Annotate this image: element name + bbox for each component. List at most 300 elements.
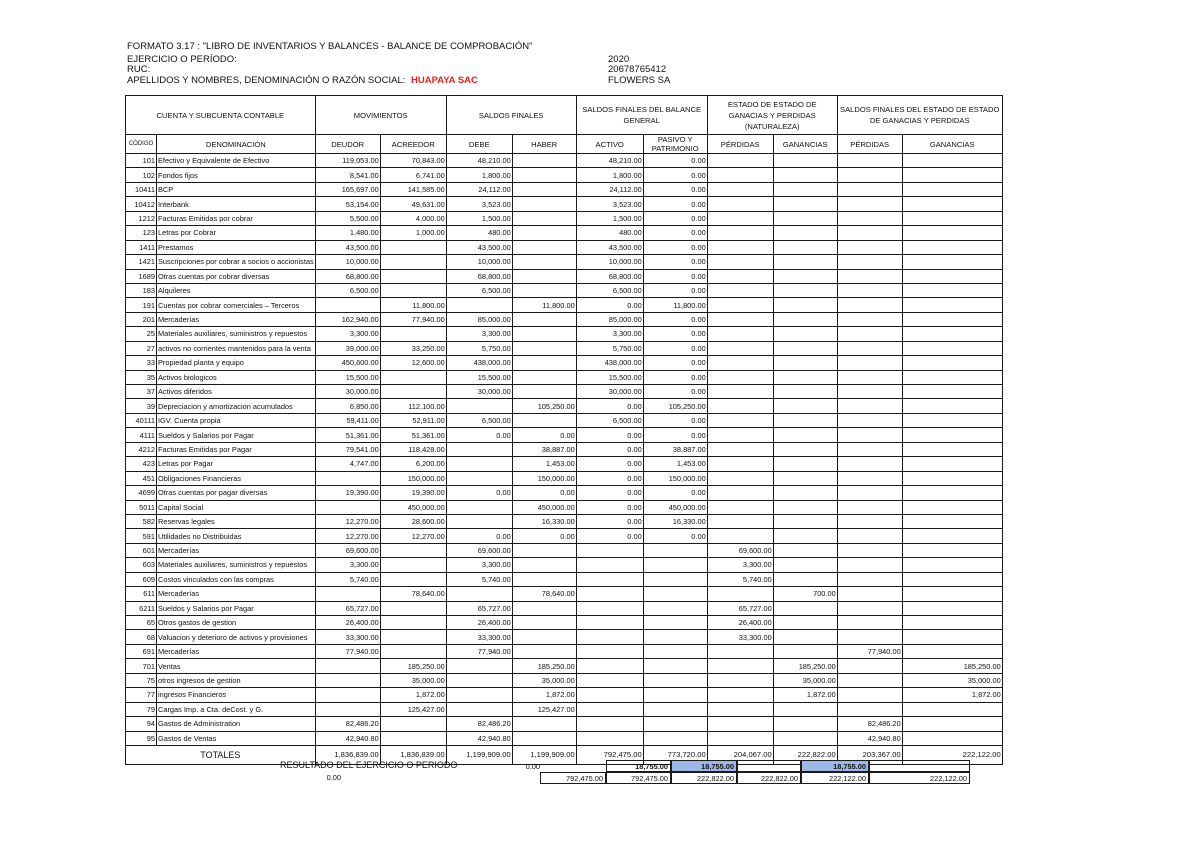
cell-denominacion: otros ingresos de gestion [157,673,316,687]
cell-debe: 0.00 [446,486,512,500]
cell-acreedor: 1,000.00 [380,226,446,240]
cell-ganancias-2 [902,514,1002,528]
cell-acreedor [380,327,446,341]
cell-codigo: 191 [126,298,157,312]
cell-perdidas-1: 69,600.00 [707,543,773,557]
cell-debe [446,659,512,673]
cell-deudor: 3,300.00 [315,558,380,572]
cell-debe: 48,210.00 [446,154,512,168]
cell-denominacion: Materiales auxiliares, suministros y repuestos [157,558,316,572]
cell-acreedor: 33,250.00 [380,341,446,355]
cell-ganancias-1 [773,702,837,716]
col-perdidas-2: PÉRDIDAS [837,135,902,154]
cell-ganancias-1 [773,154,837,168]
cell-deudor: 162,940.00 [315,312,380,326]
cell-activo: 0.00 [576,399,643,413]
resultado-label: RESULTADO DEL EJERCICIO O PERIODO [280,760,458,770]
cell-haber [512,601,576,615]
cell-ganancias-1 [773,644,837,658]
cell-pasivo [643,717,707,731]
table-row [126,601,1003,615]
cell-deudor [315,702,380,716]
cell-ganancias-2 [902,341,1002,355]
cell-perdidas-2 [837,399,902,413]
cell-ganancias-2 [902,312,1002,326]
cell-perdidas-1: 65,727.00 [707,601,773,615]
cell-ganancias-2 [902,413,1002,427]
cell-pasivo: 105,250.00 [643,399,707,413]
cell-codigo: 611 [126,587,157,601]
cell-perdidas-2 [837,688,902,702]
cell-acreedor: 118,428.00 [380,442,446,456]
cell-activo: 15,500.00 [576,370,643,384]
cell-debe: 33,300.00 [446,630,512,644]
cell-ganancias-1 [773,428,837,442]
cell-perdidas-2: 82,486.20 [837,717,902,731]
cell-activo: 3,523.00 [576,197,643,211]
table-row [126,442,1003,456]
cell-acreedor: 77,940.00 [380,312,446,326]
group-balance-general: SALDOS FINALES DEL BALANCE GENERAL [576,96,707,135]
table-row [126,428,1003,442]
cell-pasivo [643,659,707,673]
col-pasivo: PASIVO Y PATRIMONIO [643,135,707,154]
cell-perdidas-2 [837,587,902,601]
cell-acreedor: 70,843.00 [380,154,446,168]
cell-ganancias-1: 1,872.00 [773,688,837,702]
cell-perdidas-1: 26,400.00 [707,616,773,630]
cell-codigo: 27 [126,341,157,355]
cell-ganancias-1 [773,312,837,326]
cell-haber: 1,453.00 [512,457,576,471]
cell-haber [512,168,576,182]
cell-perdidas-2 [837,269,902,283]
cell-acreedor [380,601,446,615]
cell-ganancias-1 [773,616,837,630]
cell-pasivo [643,644,707,658]
cell-activo: 0.00 [576,457,643,471]
cell-ganancias-2: 1,872.00 [902,688,1002,702]
cell-perdidas-2 [837,312,902,326]
cell-debe: 10,000.00 [446,255,512,269]
totals-pasivo: 773,720.00 [643,745,707,764]
cell-denominacion: Valuacion y deterioro de activos y provisiones [157,630,316,644]
cell-ganancias-1 [773,413,837,427]
cell-acreedor [380,255,446,269]
cell-acreedor: 150,000.00 [380,471,446,485]
cell-perdidas-2 [837,240,902,254]
cell-ganancias-1 [773,182,837,196]
cell-debe: 3,523.00 [446,197,512,211]
cell-debe: 6,500.00 [446,413,512,427]
cell-perdidas-1 [707,587,773,601]
cell-perdidas-1 [707,370,773,384]
group-cuenta: CUENTA Y SUBCUENTA CONTABLE [126,96,316,135]
cell-deudor: 4,747.00 [315,457,380,471]
cell-perdidas-1 [707,514,773,528]
cell-denominacion: Sueldos y Salarios por Pagar [157,601,316,615]
cell-ganancias-1 [773,630,837,644]
table-row [126,558,1003,572]
cell-ganancias-1 [773,269,837,283]
cell-pasivo: 16,330.00 [643,514,707,528]
cell-perdidas-1 [707,702,773,716]
table-row [126,255,1003,269]
cell-activo: 1,500.00 [576,211,643,225]
cell-activo [576,543,643,557]
cell-acreedor: 12,600.00 [380,356,446,370]
cell-denominacion: Mercaderías [157,312,316,326]
cell-activo: 85,000.00 [576,312,643,326]
cell-activo: 0.00 [576,471,643,485]
cell-haber: 0.00 [512,428,576,442]
cell-ganancias-2 [902,182,1002,196]
cell-denominacion: Sueldos y Salarios por Pagar [157,428,316,442]
table-row [126,385,1003,399]
cell-denominacion: IGV. Cuenta propia [157,413,316,427]
cell-haber [512,616,576,630]
table-row [126,587,1003,601]
cell-acreedor [380,630,446,644]
cell-codigo: 101 [126,154,157,168]
cell-pasivo: 0.00 [643,211,707,225]
cell-codigo: 94 [126,717,157,731]
cell-deudor: 5,500.00 [315,211,380,225]
cell-acreedor: 6,741.00 [380,168,446,182]
cell-deudor: 30,000.00 [315,385,380,399]
table-row [126,572,1003,586]
cell-perdidas-1 [707,500,773,514]
cell-pasivo: 0.00 [643,197,707,211]
col-deudor: DEUDOR [315,135,380,154]
table-row [126,471,1003,485]
resultado-pasivo: 18,755.00 [606,760,671,772]
cell-pasivo: 0.00 [643,255,707,269]
totals-ganancias-1: 222,822.00 [773,745,837,764]
cell-perdidas-1 [707,226,773,240]
cell-pasivo: 0.00 [643,428,707,442]
table-row [126,211,1003,225]
cell-perdidas-2 [837,500,902,514]
cell-ganancias-1 [773,298,837,312]
ejercicio-label: EJERCICIO O PERÍODO: [127,54,237,65]
cell-haber: 1,872.00 [512,688,576,702]
cell-activo [576,630,643,644]
cell-pasivo: 0.00 [643,283,707,297]
resultado-zero-b: 0.00 [326,773,341,782]
cell-codigo: 201 [126,312,157,326]
cell-debe [446,298,512,312]
table-row [126,413,1003,427]
cell-deudor: 65,727.00 [315,601,380,615]
cell-pasivo [643,673,707,687]
cell-debe: 1,800.00 [446,168,512,182]
table-row [126,673,1003,687]
cell-codigo: 10411 [126,182,157,196]
cell-activo: 68,800.00 [576,269,643,283]
table-row [126,269,1003,283]
cell-denominacion: Mercaderías [157,644,316,658]
final-perdidas-1: 222,822.00 [671,772,737,784]
cell-perdidas-2 [837,601,902,615]
col-acreedor: ACREEDOR [380,135,446,154]
cell-codigo: 609 [126,572,157,586]
cell-perdidas-1: 5,740.00 [707,572,773,586]
cell-haber [512,572,576,586]
format-title: FORMATO 3.17 : "LIBRO DE INVENTARIOS Y BALANCES - BALANCE DE COMPROBACIÓN" [127,41,533,52]
cell-perdidas-2 [837,572,902,586]
cell-debe: 82,486.20 [446,717,512,731]
cell-pasivo [643,601,707,615]
cell-deudor: 12,270.00 [315,514,380,528]
cell-deudor [315,587,380,601]
cell-haber [512,717,576,731]
totals-ganancias-2: 222,122.00 [902,745,1002,764]
cell-perdidas-1 [707,269,773,283]
cell-denominacion: Ventas [157,659,316,673]
cell-acreedor: 11,800.00 [380,298,446,312]
cell-haber: 105,250.00 [512,399,576,413]
cell-haber [512,197,576,211]
cell-activo [576,572,643,586]
cell-pasivo: 0.00 [643,312,707,326]
cell-haber [512,269,576,283]
cell-perdidas-2 [837,370,902,384]
cell-perdidas-1 [707,168,773,182]
cell-debe: 68,800.00 [446,269,512,283]
cell-ganancias-2 [902,486,1002,500]
cell-perdidas-2 [837,197,902,211]
cell-ganancias-1 [773,255,837,269]
cell-codigo: 123 [126,226,157,240]
cell-codigo: 582 [126,514,157,528]
cell-pasivo: 0.00 [643,269,707,283]
cell-activo: 0.00 [576,428,643,442]
cell-perdidas-2 [837,457,902,471]
cell-ganancias-1 [773,283,837,297]
cell-ganancias-2 [902,601,1002,615]
cell-ganancias-1 [773,717,837,731]
cell-acreedor: 141,585.00 [380,182,446,196]
cell-ganancias-1 [773,442,837,456]
cell-deudor: 450,600.00 [315,356,380,370]
cell-pasivo: 0.00 [643,385,707,399]
cell-ganancias-1 [773,514,837,528]
ejercicio-value: 2020 [608,54,630,65]
cell-ganancias-2 [902,572,1002,586]
cell-haber: 35,000.00 [512,673,576,687]
cell-deudor: 6,500.00 [315,283,380,297]
cell-ganancias-1: 700.00 [773,587,837,601]
cell-denominacion: ingresos Financieros [157,688,316,702]
cell-debe: 0.00 [446,529,512,543]
cell-codigo: 1421 [126,255,157,269]
cell-denominacion: Mercaderías [157,587,316,601]
cell-debe [446,702,512,716]
cell-denominacion: Suscripciones por cobrar a socios o accionistas [157,255,316,269]
cell-ganancias-2 [902,298,1002,312]
cell-deudor: 59,411.00 [315,413,380,427]
cell-haber [512,283,576,297]
totals-perdidas-1: 204,067.00 [707,745,773,764]
cell-activo [576,717,643,731]
cell-ganancias-1 [773,341,837,355]
table-row [126,154,1003,168]
cell-debe [446,673,512,687]
cell-ganancias-2 [902,543,1002,557]
cell-debe [446,500,512,514]
cell-pasivo: 450,000.00 [643,500,707,514]
cell-acreedor [380,644,446,658]
cell-debe: 77,940.00 [446,644,512,658]
cell-acreedor: 78,640.00 [380,587,446,601]
totals-deudor: 1,836,839.00 [315,745,380,764]
cell-pasivo: 0.00 [643,356,707,370]
cell-activo [576,644,643,658]
resultado-perdidas-2: 18,755.00 [801,760,869,772]
cell-pasivo: 0.00 [643,486,707,500]
cell-acreedor [380,543,446,557]
razon-value-2: FLOWERS SA [608,75,671,86]
cell-codigo: 601 [126,543,157,557]
cell-perdidas-2 [837,486,902,500]
cell-denominacion: Alquileres [157,283,316,297]
cell-debe: 15,500.00 [446,370,512,384]
cell-denominacion: Prestamos [157,240,316,254]
cell-deudor: 79,541.00 [315,442,380,456]
cell-deudor: 51,361.00 [315,428,380,442]
table-row [126,514,1003,528]
cell-ganancias-2 [902,269,1002,283]
cell-haber [512,356,576,370]
cell-pasivo: 150,000.00 [643,471,707,485]
cell-haber [512,731,576,745]
cell-denominacion: Otros gastos de gestion [157,616,316,630]
cell-activo: 0.00 [576,486,643,500]
cell-ganancias-1 [773,558,837,572]
cell-debe: 0.00 [446,428,512,442]
cell-ganancias-2 [902,370,1002,384]
cell-codigo: 603 [126,558,157,572]
cell-codigo: 4111 [126,428,157,442]
cell-deudor [315,673,380,687]
cell-ganancias-2 [902,168,1002,182]
cell-haber [512,312,576,326]
table-row [126,702,1003,716]
cell-codigo: 183 [126,283,157,297]
cell-ganancias-1 [773,240,837,254]
cell-acreedor: 6,200.00 [380,457,446,471]
cell-activo: 1,800.00 [576,168,643,182]
cell-activo [576,688,643,702]
cell-codigo: 35 [126,370,157,384]
cell-codigo: 33 [126,356,157,370]
cell-ganancias-1: 185,250.00 [773,659,837,673]
cell-codigo: 701 [126,659,157,673]
cell-pasivo: 0.00 [643,226,707,240]
cell-deudor: 68,800.00 [315,269,380,283]
cell-perdidas-2 [837,341,902,355]
table-row [126,529,1003,543]
cell-activo [576,587,643,601]
cell-haber: 0.00 [512,486,576,500]
cell-perdidas-2 [837,385,902,399]
cell-ganancias-1: 35,000.00 [773,673,837,687]
cell-perdidas-2 [837,471,902,485]
cell-haber: 185,250.00 [512,659,576,673]
cell-pasivo: 0.00 [643,154,707,168]
cell-perdidas-2 [837,298,902,312]
cell-debe: 42,940.80 [446,731,512,745]
resultado-empty-1 [737,760,801,772]
cell-perdidas-2 [837,702,902,716]
cell-deudor: 39,000.00 [315,341,380,355]
cell-haber [512,385,576,399]
cell-perdidas-1 [707,428,773,442]
cell-pasivo [643,731,707,745]
col-denominacion: DENOMINACIÓN [157,135,316,154]
cell-debe [446,587,512,601]
cell-perdidas-1 [707,673,773,687]
cell-haber [512,154,576,168]
cell-codigo: 1411 [126,240,157,254]
final-ganancias-1: 222,822.00 [737,772,801,784]
table-row [126,312,1003,326]
cell-perdidas-2 [837,327,902,341]
cell-codigo: 79 [126,702,157,716]
table-row [126,644,1003,658]
cell-pasivo [643,630,707,644]
cell-codigo: 4699 [126,486,157,500]
cell-ganancias-2 [902,211,1002,225]
cell-pasivo: 0.00 [643,168,707,182]
table-row [126,298,1003,312]
cell-ganancias-1 [773,471,837,485]
cell-ganancias-2: 185,250.00 [902,659,1002,673]
cell-debe: 30,000.00 [446,385,512,399]
cell-deudor: 3,300.00 [315,327,380,341]
group-naturaleza: ESTADO DE ESTADO DE GANACIAS Y PERDIDAS (NATURALEZA) [707,96,837,135]
cell-haber: 78,640.00 [512,587,576,601]
cell-pasivo: 0.00 [643,182,707,196]
cell-codigo: 5011 [126,500,157,514]
cell-haber: 450,000.00 [512,500,576,514]
cell-denominacion: Activos biologicos [157,370,316,384]
cell-ganancias-2 [902,457,1002,471]
col-activo: ACTIVO [576,135,643,154]
cell-denominacion: Facturas Emitidas por cobrar [157,211,316,225]
table-row [126,486,1003,500]
cell-perdidas-2 [837,226,902,240]
cell-perdidas-2 [837,529,902,543]
cell-perdidas-1 [707,471,773,485]
cell-haber: 150,000.00 [512,471,576,485]
cell-ganancias-2 [902,327,1002,341]
cell-pasivo [643,688,707,702]
cell-denominacion: Letras por Pagar [157,457,316,471]
cell-ganancias-2 [902,717,1002,731]
cell-debe [446,471,512,485]
cell-ganancias-1 [773,572,837,586]
cell-perdidas-1 [707,182,773,196]
cell-perdidas-2: 42,940.80 [837,731,902,745]
cell-codigo: 40111 [126,413,157,427]
cell-perdidas-1 [707,385,773,399]
cell-ganancias-1 [773,731,837,745]
cell-acreedor: 51,361.00 [380,428,446,442]
cell-codigo: 591 [126,529,157,543]
cell-haber [512,182,576,196]
